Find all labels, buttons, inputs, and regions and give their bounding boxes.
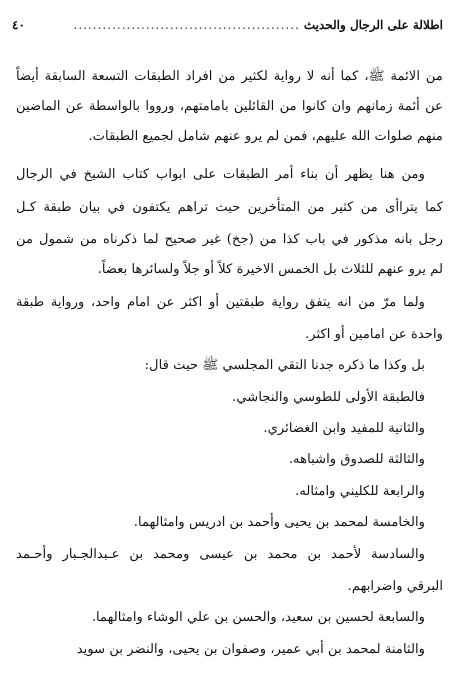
text-line: والسادسة لأحمد بن محمد بن عيسى ومحمد بن عـبدالجـبار وأحـمد	[16, 547, 425, 562]
text-line: منهم صلوات الله عليهم، فمن لم يرو عنهم شامل لجميع الطبقات.	[88, 129, 443, 144]
running-header	[12, 16, 443, 34]
text-line: ولما مرّ من انه يتفق رواية طبقتين أو اكثر عن امام واحد، ورواية طبقة	[16, 295, 425, 310]
text-line: بل وكذا ما ذكره جدنا التقي المجلسي ﷺ حيث قال:	[144, 358, 425, 373]
text-line: والثانية للمفيد وابن الغضائري.	[263, 421, 425, 436]
text-line: البرقي واضرابهم.	[347, 579, 443, 594]
text-line: رجل بانه مذكور في باب كذا من (جخ) غير صحيح لما ذكرناه من شمول من	[16, 232, 443, 247]
text-line: من الائمة ﷺ، كما أنه لا رواية لكثير من افراد الطبقات التسعة السابقة أيضاً	[16, 69, 443, 84]
text-line: والرابعة للكليني وامثاله.	[295, 484, 425, 499]
header-leader-dots: ...............................................	[73, 18, 300, 32]
header-title: اطلالة على الرجال والحديث	[303, 18, 443, 32]
text-line: والسابعة لحسين بن سعيد، والحسن بن علي الوشاء وامثالهما.	[91, 610, 425, 625]
text-line: والخامسة لمحمد بن يحيى وأحمد بن ادريس وامثالهما.	[133, 515, 425, 530]
text-line: كما يتراأى من كثير من المتأخرين حيث تراهم يكتفون في بيان طبقة كـل	[16, 200, 443, 215]
text-line: لم يرو عنهم للثلاث بل الخمس الاخيرة كلاً أو جلاً ولسائرها بعضاً.	[97, 262, 443, 277]
text-line: ومن هنا يظهر أن بناء أمر الطبقات على ابواب كتاب الشيخ في الرجال	[16, 167, 425, 182]
text-line: والثالثة للصدوق واشباهه.	[288, 452, 425, 467]
text-line: والثامنة لمحمد بن أبي عمير، وصفوان بن يحيى، والنضر بن سويد	[76, 642, 425, 657]
text-line: واحدة عن امامين أو اكثر.	[305, 327, 443, 342]
text-line: فالطبقة الأولى للطوسي والنجاشي.	[232, 390, 425, 405]
page-number: ٤٠	[12, 18, 25, 32]
text-line: عن أئمة زمانهم وان كانوا من القائلين بامامتهم، ورووا بالواسطة عن الماضين	[16, 99, 443, 114]
